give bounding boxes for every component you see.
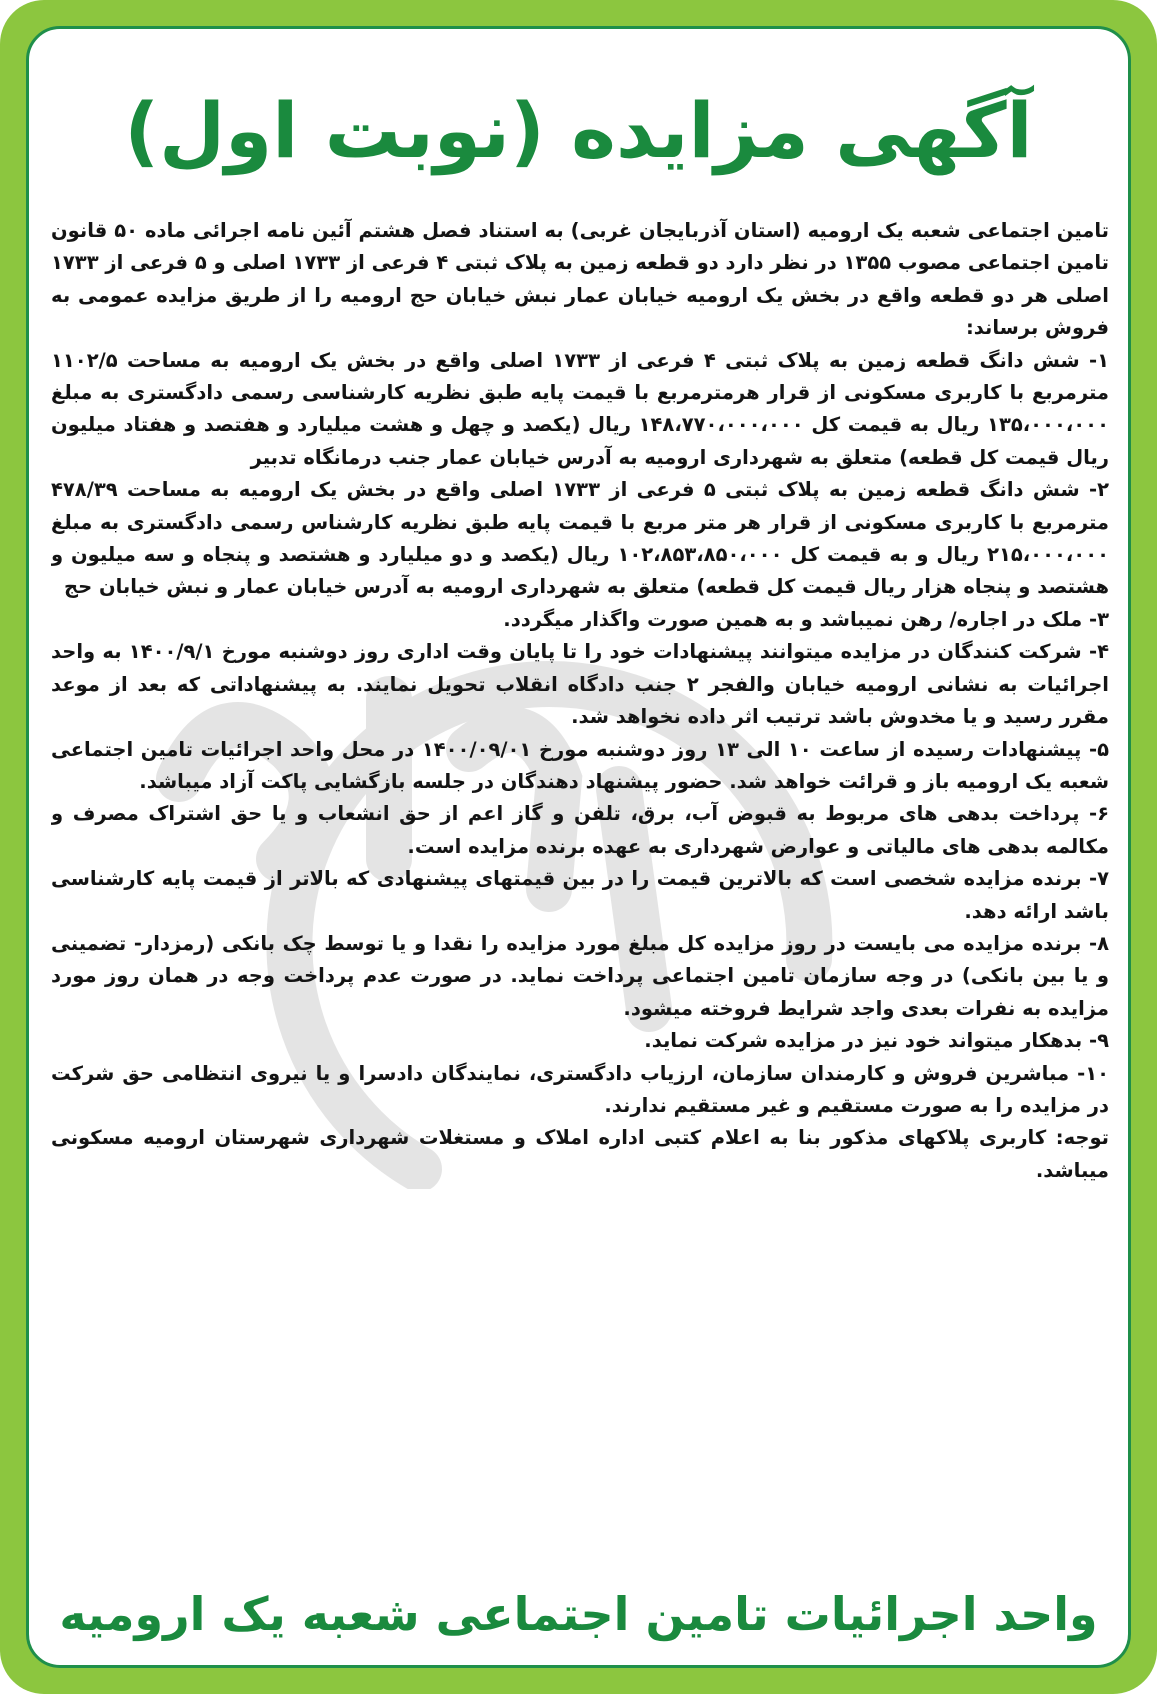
item-4: ۴- شرکت کنندگان در مزایده میتوانند پیشنهادات خود را تا پایان وقت اداری روز دوشنبه مورخ ۱۴۰۰/۹/۱ به واحد اجرائیات به نشانی ارومیه خیابان والفجر ۲ جنب دادگاه انقلاب تحویل نمایند. به پیشنهاداتی که بعد از موعد مقرر رسید و یا مخدوش باشد ترتیب اثر داده نخواهد شد. [51,640,1109,729]
item-7: ۷- برنده مزایده شخصی است که بالاترین قیمت را در بین قیمتهای پیشنهادی که بالاتر از قیمت پایه کارشناسی باشد ارائه دهد. [51,867,1109,923]
item-1: ۱- شش دانگ قطعه زمین به پلاک ثبتی ۴ فرعی از ۱۷۳۳ اصلی واقع در بخش یک ارومیه به مساحت ۱۱۰۲/۵ مترمربع با کاربری مسکونی از قرار هرمترمربع با قیمت پایه طبق نظریه کارشناسی رسمی دادگستری به مبلغ ۱۳۵،۰۰۰،۰۰۰ ریال به قیمت کل ۱۴۸،۷۷۰،۰۰۰،۰۰۰ ریال (یکصد و چهل و هشت میلیارد و هفتصد و هفتاد میلیون ریال قیمت کل قطعه) متعلق به شهرداری ارومیه به آدرس خیابان عمار جنب درمانگاه تدبیر [51,348,1109,469]
notice-panel [26,26,1131,1668]
notice-title: آگهی مزایده (نوبت اول) [124,86,1033,175]
notice-body [51,215,1109,1545]
item-3: ۳- ملک در اجاره/ رهن نمیباشد و به همین صورت واگذار میگردد. [503,607,1109,631]
item-8: ۸- برنده مزایده می بایست در روز مزایده کل مبلغ مورد مزایده را نقدا و یا توسط چک بانکی (رمزدار- تضمینی و یا بین بانکی) در وجه سازمان تامین اجتماعی پرداخت نماید. در صورت عدم پرداخت وجه در همان روز مورد مزایده به نفرات بعدی واجد شرایط فروخته میشود. [51,931,1109,1020]
intro-paragraph: تامین اجتماعی شعبه یک ارومیه (استان آذربایجان غربی) به استناد فصل هشتم آئین نامه اجرائی ماده ۵۰ قانون تامین اجتماعی مصوب ۱۳۵۵ در نظر دارد دو قطعه زمین به پلاک ثبتی ۴ فرعی از ۱۷۳۳ اصلی و ۵ فرعی از ۱۷۳۳ اصلی هر دو قطعه واقع در بخش یک ارومیه خیابان عمار نبش خیابان حج ارومیه را از طریق مزایده عمومی به فروش برساند: [51,219,1109,340]
item-10: ۱۰- مباشرین فروش و کارمندان سازمان، ارزیاب دادگستری، نمایندگان دادسرا و یا نیروی انتظامی حق شرکت در مزایده را به صورت مستقیم و غیر مستقیم ندارند. [51,1061,1109,1117]
item-2: ۲- شش دانگ قطعه زمین به پلاک ثبتی ۵ فرعی از ۱۷۳۳ اصلی واقع در بخش یک ارومیه به مساحت ۴۷۸/۳۹ مترمربع با کاربری مسکونی از قرار هر متر مربع با قیمت پایه طبق نظریه کارشناس رسمی دادگستری به مبلغ ۲۱۵،۰۰۰،۰۰۰ ریال و به قیمت کل ۱۰۲،۸۵۳،۸۵۰،۰۰۰ ریال (یکصد و دو میلیارد و هشتصد و پنجاه و سه میلیون و هشتصد و پنجاه هزار ریال قیمت کل قطعه) متعلق به شهرداری ارومیه به آدرس خیابان عمار و نبش خیابان حج [51,478,1109,599]
note-paragraph: توجه: کاربری پلاکهای مذکور بنا به اعلام کتبی اداره املاک و مستغلات شهرداری شهرستان ارومیه مسکونی میباشد. [51,1126,1109,1182]
item-5: ۵- پیشنهادات رسیده از ساعت ۱۰ الی ۱۳ روز دوشنبه مورخ ۱۴۰۰/۰۹/۰۱ در محل واحد اجرائیات تامین اجتماعی شعبه یک ارومیه باز و قرائت خواهد شد. حضور پیشنهاد دهندگان در جلسه بازگشایی پاکت آزاد میباشد. [51,737,1109,793]
item-6: ۶- پرداخت بدهی های مربوط به قبوض آب، برق، تلفن و گاز اعم از حق انشعاب و یا حق اشتراک مصرف و مکالمه بدهی های مالیاتی و عوارض شهرداری به عهده برنده مزایده است. [51,802,1109,858]
footer-signature: واحد اجرائیات تامین اجتماعی شعبه یک ارومیه [59,1587,1098,1641]
item-9: ۹- بدهکار میتواند خود نیز در مزایده شرکت نماید. [644,1029,1109,1053]
